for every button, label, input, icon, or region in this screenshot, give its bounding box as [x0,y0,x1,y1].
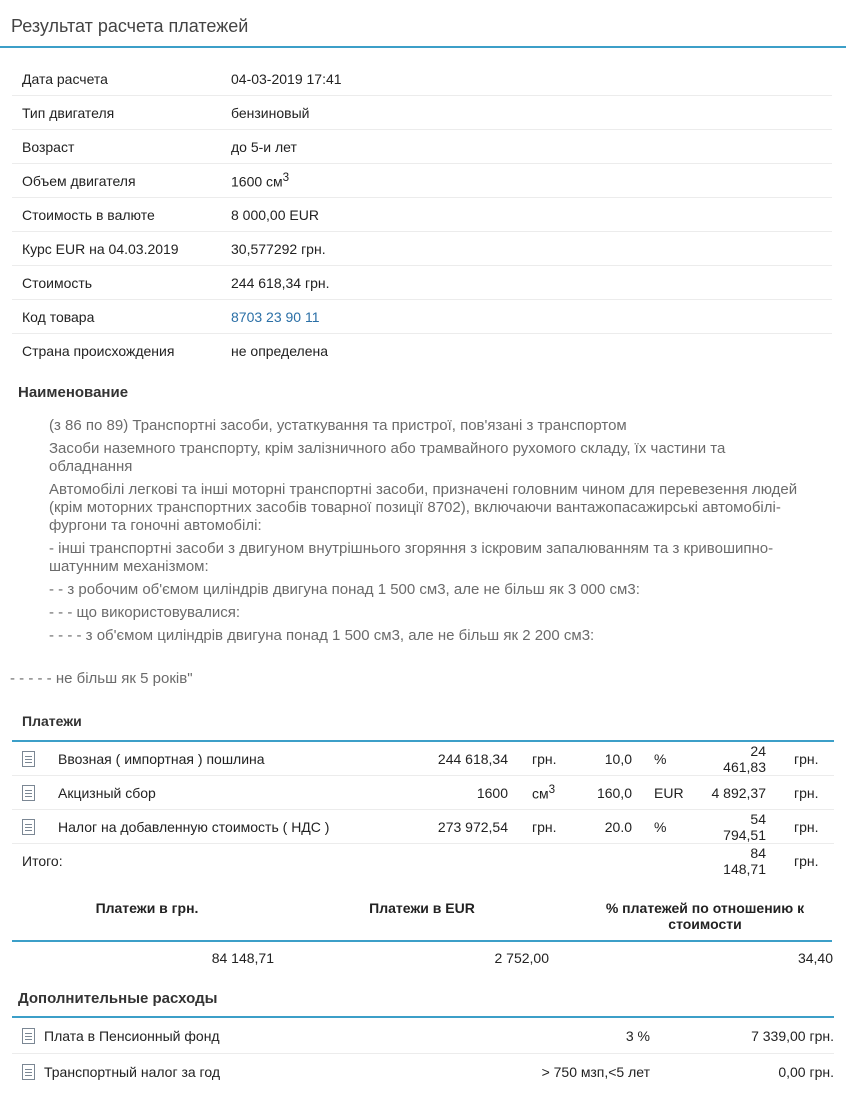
payments-total-row [12,844,834,878]
naming-line: - інші транспортні засоби з двигуном внутрішнього згоряння з іскровим запалюванням та з кривошипно-шатунним механізмом: [49,540,774,575]
document-icon[interactable] [22,785,35,801]
info-value: 1600 см [231,173,283,190]
naming-section-title: Наименование [18,384,129,401]
page-header [0,0,846,48]
info-label: Курс EUR на 04.03.2019 [12,232,231,266]
spacer [404,844,508,878]
payment-row [12,741,834,776]
info-value: не определена [231,342,329,359]
total-unit: грн. [794,852,819,869]
payment-rate-unit: % [632,741,704,776]
info-row [12,62,832,96]
naming-line: (з 86 по 89) Транспортні засоби, устаткування та пристрої, пов'язані з транспортом [49,417,627,434]
extra-rate: 3 % [524,1017,650,1054]
unit-superscript: 3 [282,171,290,185]
payment-base-unit: грн. [508,810,592,844]
payment-rate-unit: EUR [632,776,704,810]
info-value: до 5-и лет [231,130,832,164]
info-label: Стоимость в валюте [12,198,231,232]
info-value: 244 618,34 грн. [231,266,832,300]
summary-values [12,940,832,976]
extra-amount: 7 339,00 грн. [650,1017,834,1054]
spacer [508,844,592,878]
payment-name: Акцизный сбор [58,776,404,810]
info-row [12,266,832,300]
info-value: 30,577292 грн. [231,232,832,266]
summary-header-uah: Платежи в грн. [95,900,199,916]
payment-base: 244 618,34 [404,741,508,776]
extra-rate: > 750 мзп,<5 лет [541,1063,650,1080]
payment-amount-unit: грн. [766,776,834,810]
payment-rate: 10,0 [592,741,632,776]
document-icon[interactable] [22,819,35,835]
info-row [12,232,832,266]
payment-amount-unit: грн. [766,810,834,844]
payment-row [12,810,834,844]
naming-description [49,417,809,650]
icon-cell [12,741,58,776]
naming-line: - - - що використовувалися: [49,604,241,621]
payments-section-title: Платежи [22,713,82,729]
extra-name: Транспортный налог за год [44,1063,220,1080]
naming-line: - - з робочим об'ємом циліндрів двигуна понад 1 500 см3, але не більш як 3 000 см3: [49,581,640,598]
icon-cell [12,1017,44,1054]
naming-line: Автомобілі легкові та інші моторні транспортні засоби, призначені головним чином для перевезення людей (крім моторних транспортних засобів товарної позиції 8702), включаючи вантажопасажирські автомобілі-фургони та гоночні автомобілі: [49,481,798,534]
payment-base: 273 972,54 [404,810,508,844]
extra-section-title: Дополнительные расходы [18,990,218,1007]
payment-amount: 54 794,51 [704,810,766,844]
info-row [12,334,832,368]
payment-amount: 24 461,83 [704,741,766,776]
naming-line-last: - - - - - не більш як 5 років" [10,670,193,687]
payment-base: 1600 [404,776,508,810]
extra-row [12,1054,834,1090]
document-icon[interactable] [22,751,35,767]
info-label: Объем двигателя [12,164,231,198]
total-label: Итого: [22,852,63,869]
info-value-cell [231,164,832,198]
payment-name: Ввозная ( импортная ) пошлина [58,741,404,776]
info-row [12,300,832,334]
payment-rate: 160,0 [592,776,632,810]
summary-value-eur: 2 752,00 [494,950,549,966]
payment-amount: 4 892,37 [704,776,766,810]
extra-amount: 0,00 грн. [778,1063,834,1080]
payment-base-unit: грн. [508,741,592,776]
document-icon[interactable] [22,1028,35,1044]
info-label: Страна происхождения [22,342,175,359]
naming-line: Засоби наземного транспорту, крім залізничного або трамвайного рухомого складу, їх частини та обладнання [49,440,726,475]
summary-header-percent: % платежей по отношению к стоимости [605,900,805,932]
info-label: Код товара [12,300,231,334]
info-label: Возраст [12,130,231,164]
spacer [592,844,632,878]
payment-rate-unit: % [632,810,704,844]
info-label: Стоимость [12,266,231,300]
payment-amount-unit: грн. [766,741,834,776]
payments-table [12,740,834,877]
icon-cell [12,776,58,810]
info-value: бензиновый [231,96,832,130]
payment-rate: 20.0 [592,810,632,844]
info-value: 04-03-2019 17:41 [231,62,832,96]
summary-value-uah: 84 148,71 [211,950,274,966]
info-row [12,164,832,198]
page-title: Результат расчета платежей [11,16,249,36]
summary-header [12,888,832,942]
spacer [632,844,704,878]
payment-base-unit-cell [508,776,592,810]
info-row [12,198,832,232]
info-row [12,96,832,130]
icon-cell [12,810,58,844]
naming-line: - - - - з об'ємом циліндрів двигуна понад 1 500 см3, але не більш як 2 200 см3: [49,627,595,644]
unit-superscript: 3 [548,783,556,797]
payment-name: Налог на добавленную стоимость ( НДС ) [58,810,404,844]
document-icon[interactable] [22,1064,35,1080]
icon-cell [12,1054,44,1090]
extra-name: Плата в Пенсионный фонд [44,1017,524,1054]
extra-expenses-table [12,1016,834,1089]
summary-value-percent: 34,40 [797,950,833,966]
payment-row [12,776,834,810]
info-label: Тип двигателя [12,96,231,130]
info-value-cell [231,300,832,334]
info-value: 8 000,00 EUR [231,198,832,232]
extra-row [12,1017,834,1054]
info-label: Дата расчета [12,62,231,96]
product-code-link[interactable]: 8703 23 90 11 [231,308,320,325]
total-value: 84 148,71 [723,844,766,877]
payment-base-unit: см [532,785,549,802]
calculation-info-table [12,62,832,367]
summary-header-eur: Платежи в EUR [369,900,475,916]
info-row [12,130,832,164]
